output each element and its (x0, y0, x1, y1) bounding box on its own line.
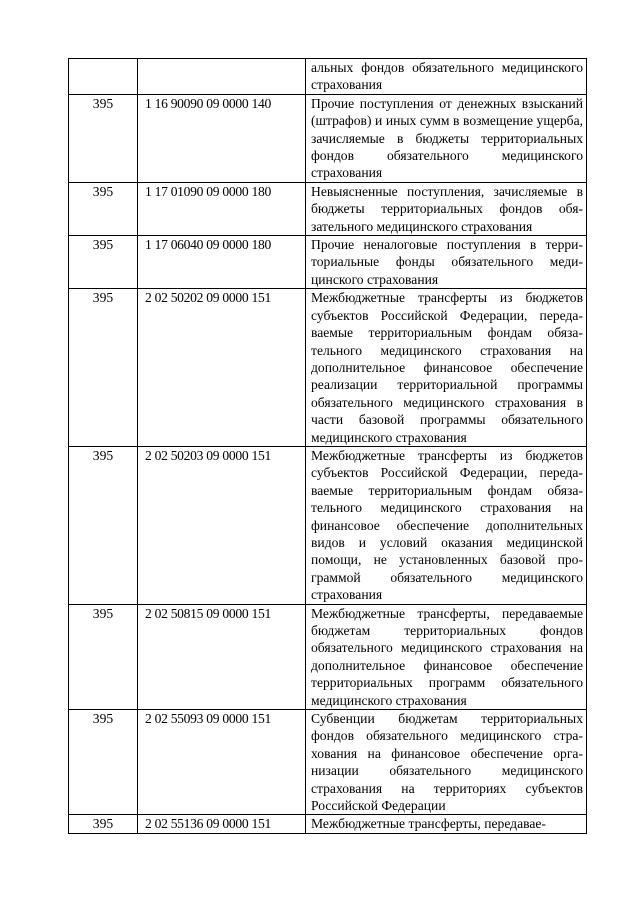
budget-code-cell: 2 02 55093 09 0000 151 (138, 710, 306, 815)
table-body (69, 59, 587, 834)
table-row (69, 94, 587, 182)
budget-code-cell: 2 02 50815 09 0000 151 (138, 604, 306, 709)
table-row (69, 59, 587, 95)
revenue-name-cell (306, 710, 587, 815)
admin-code-cell: 395 (69, 94, 138, 182)
revenue-name-text: Межбюджетные трансферты, передавае- (311, 816, 546, 832)
budget-code-cell: 1 17 01090 09 0000 180 (138, 182, 306, 235)
revenue-name-text: Межбюджетные трансферты из бюджетов субъектов Российской Федерации, передаваемые территориальным фондам обязательного медицинского страхования на финансовое обеспечение дополнительных видов и условий оказания медицинской помощи, не установленных базовой программой обязательного медицинского страхования (311, 447, 583, 603)
revenue-name-cell (306, 289, 587, 447)
admin-code-cell: 395 (69, 604, 138, 709)
revenue-name-cell (306, 236, 587, 289)
table-row (69, 236, 587, 289)
budget-code-cell: 1 17 06040 09 0000 180 (138, 236, 306, 289)
table-row (69, 182, 587, 235)
admin-code-cell: 395 (69, 289, 138, 447)
admin-code-cell: 395 (69, 446, 138, 604)
table-row (69, 289, 587, 447)
revenue-name-text: Прочие поступления от денежных взысканий (штрафов) и иных сумм в возмещение ущерба, зачисляемые в бюджеты территориальных фондов обязательного медицинского страхования (311, 95, 583, 181)
revenue-name-text: Субвенции бюджетам территориальных фондов обязательного медицинского страхования на финансовое обеспечение организации обязательного медицинского страхования на территориях субъектов Российской Федерации (311, 711, 583, 814)
revenue-name-text: Межбюджетные трансферты из бюджетов субъектов Российской Федерации, передаваемые территориальным фондам обязательного медицинского страхования на дополнительное финансовое обеспечение реализации территориальной программы обязательного медицинского страхования в части базовой программы обязательного медицинского страхования (311, 290, 583, 445)
budget-code-cell: 2 02 55136 09 0000 151 (138, 815, 306, 833)
budget-code-cell (138, 59, 306, 95)
admin-code-cell (69, 59, 138, 95)
revenue-name-text: Невыясненные поступления, зачисляемые в бюджеты территориальных фондов обязательного медицинского страхования (311, 183, 583, 234)
table-row (69, 710, 587, 815)
revenue-name-cell (306, 446, 587, 604)
admin-code-cell: 395 (69, 182, 138, 235)
admin-code-cell: 395 (69, 710, 138, 815)
admin-code-cell: 395 (69, 815, 138, 833)
budget-codes-table (68, 58, 587, 834)
budget-code-cell: 2 02 50203 09 0000 151 (138, 446, 306, 604)
admin-code-cell: 395 (69, 236, 138, 289)
budget-code-cell: 1 16 90090 09 0000 140 (138, 94, 306, 182)
revenue-name-cell (306, 59, 587, 95)
revenue-name-cell (306, 815, 587, 833)
revenue-name-text: Межбюджетные трансферты, передаваемые бюджетам территориальных фондов обязательного медицинского страхования на дополнительное финансовое обеспечение территориальных программ обязательного медицинского страхования (311, 605, 583, 708)
budget-code-cell: 2 02 50202 09 0000 151 (138, 289, 306, 447)
revenue-name-cell (306, 604, 587, 709)
revenue-name-cell (306, 182, 587, 235)
revenue-name-text: альных фондов обязательного медицинского страхования (311, 60, 583, 93)
table-row (69, 815, 587, 833)
table-row (69, 604, 587, 709)
revenue-name-cell (306, 94, 587, 182)
revenue-name-text: Прочие неналоговые поступления в территориальные фонды обязательного медицинского страхования (311, 237, 583, 287)
table-row (69, 446, 587, 604)
